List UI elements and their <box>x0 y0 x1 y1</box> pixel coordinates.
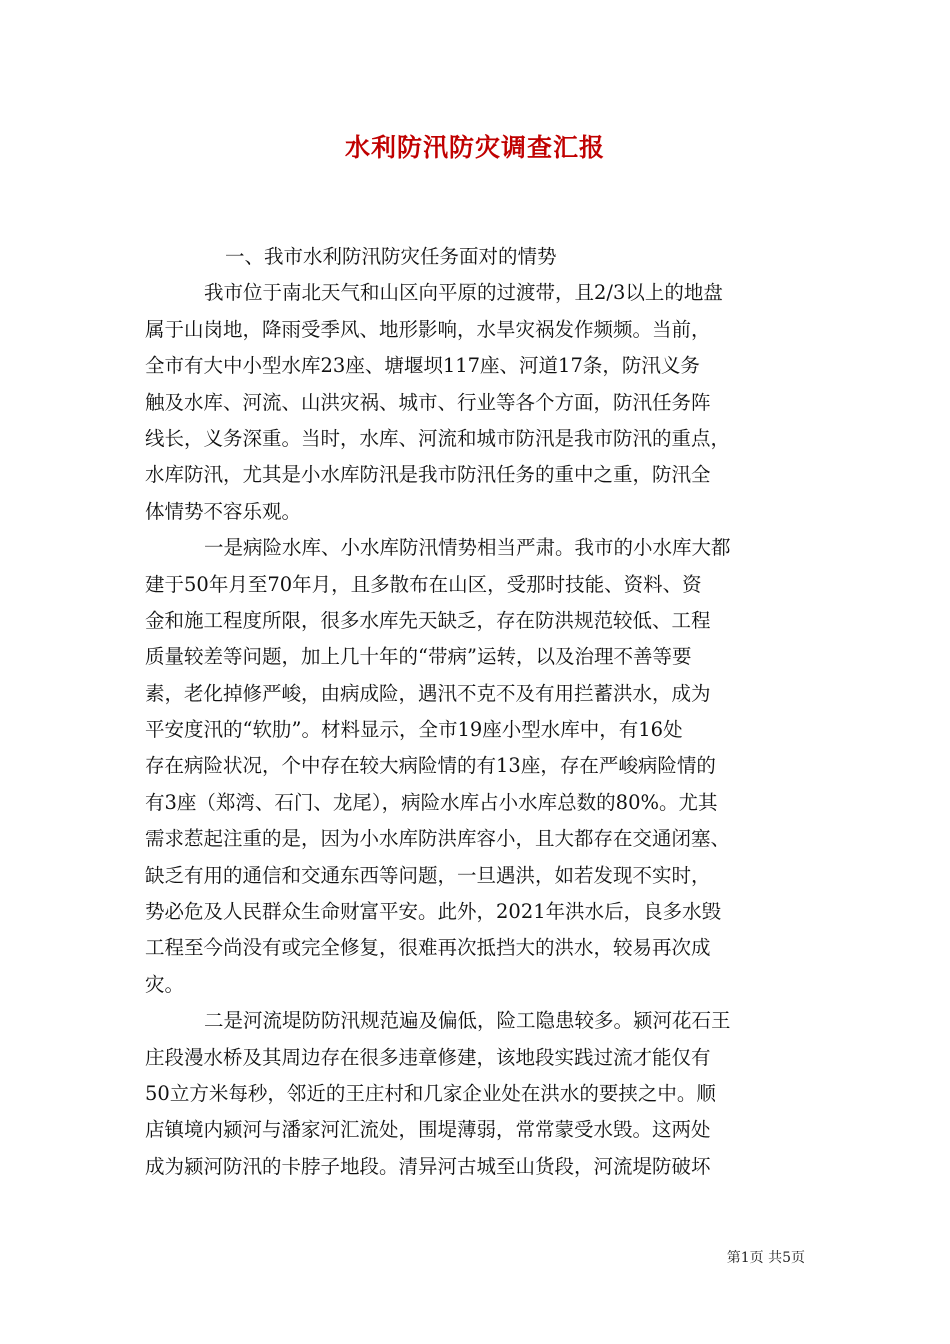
paragraph-line: 需求惹起注重的是，因为小水库防洪库容小，且大都存在交通闭塞、 <box>145 827 731 851</box>
paragraph-line: 建于50年月至70年月，且多散布在山区，受那时技能、资料、资 <box>145 572 702 596</box>
paragraph-line: 缺乏有用的通信和交通东西等问题，一旦遇洪，如若发现不实时， <box>145 863 711 887</box>
paragraph-line: 线长，义务深重。当时，水库、河流和城市防汛是我市防汛的重点， <box>145 426 731 450</box>
paragraph-line: 触及水库、河流、山洪灾祸、城市、行业等各个方面，防汛任务阵 <box>145 390 711 414</box>
page-number: 第1页 共5页 <box>726 1250 805 1266</box>
paragraph-line: 素，老化掉修严峻，由病成险，遇汛不克不及有用拦蓄洪水，成为 <box>145 681 711 705</box>
section-heading: 一、我市水利防汛防灾任务面对的情势 <box>225 245 557 268</box>
document-title: 水利防汛防灾调查汇报 <box>344 133 605 162</box>
paragraph-line: 我市位于南北天气和山区向平原的过渡带，且2/3以上的地盘 <box>204 281 723 305</box>
paragraph-line: 灾。 <box>145 972 185 996</box>
paragraph-line: 工程至今尚没有或完全修复，很难再次抵挡大的洪水，较易再次成 <box>145 936 711 960</box>
paragraph-line: 质量较差等问题，加上几十年的“带病”运转，以及治理不善等要 <box>145 645 692 669</box>
paragraph-line: 金和施工程度所限，很多水库先天缺乏，存在防洪规范较低、工程 <box>145 608 711 632</box>
paragraph-1 <box>145 275 809 530</box>
paragraph-line: 50立方米每秒，邻近的王庄村和几家企业处在洪水的要挟之中。顺 <box>145 1081 716 1105</box>
paragraph-line: 店镇境内颍河与潘家河汇流处，围堤薄弱，常常蒙受水毁。这两处 <box>145 1118 711 1142</box>
paragraph-line: 存在病险状况，个中存在较大病险情的有13座，存在严峻病险情的 <box>145 754 716 778</box>
document-body <box>145 239 809 1185</box>
paragraph-line: 体情势不容乐观。 <box>145 499 302 523</box>
paragraph-line: 有3座（郑湾、石门、龙尾），病险水库占小水库总数的80%。尤其 <box>145 790 718 814</box>
paragraph-line: 属于山岗地，降雨受季风、地形影响，水旱灾祸发作频频。当前， <box>145 317 711 341</box>
paragraph-line: 全市有大中小型水库23座、塘堰坝117座、河道17条，防汛义务 <box>145 354 700 378</box>
paragraph-3 <box>145 1003 809 1185</box>
paragraph-line: 势必危及人民群众生命财富平安。此外，2021年洪水后，良多水毁 <box>145 900 722 924</box>
paragraph-line: 庄段漫水桥及其周边存在很多违章修建，该地段实践过流才能仅有 <box>145 1045 711 1069</box>
paragraph-line: 成为颍河防汛的卡脖子地段。清异河古城至山货段，河流堤防破坏 <box>145 1154 711 1178</box>
paragraph-2 <box>145 530 809 1003</box>
paragraph-line: 平安度汛的“软肋”。材料显示，全市19座小型水库中，有16处 <box>145 718 683 742</box>
paragraph-line: 水库防汛，尤其是小水库防汛是我市防汛任务的重中之重，防汛全 <box>145 463 711 487</box>
paragraph-line: 一是病险水库、小水库防汛情势相当严肃。我市的小水库大都 <box>204 536 731 560</box>
paragraph-line: 二是河流堤防防汛规范遍及偏低，险工隐患较多。颍河花石王 <box>204 1009 731 1033</box>
